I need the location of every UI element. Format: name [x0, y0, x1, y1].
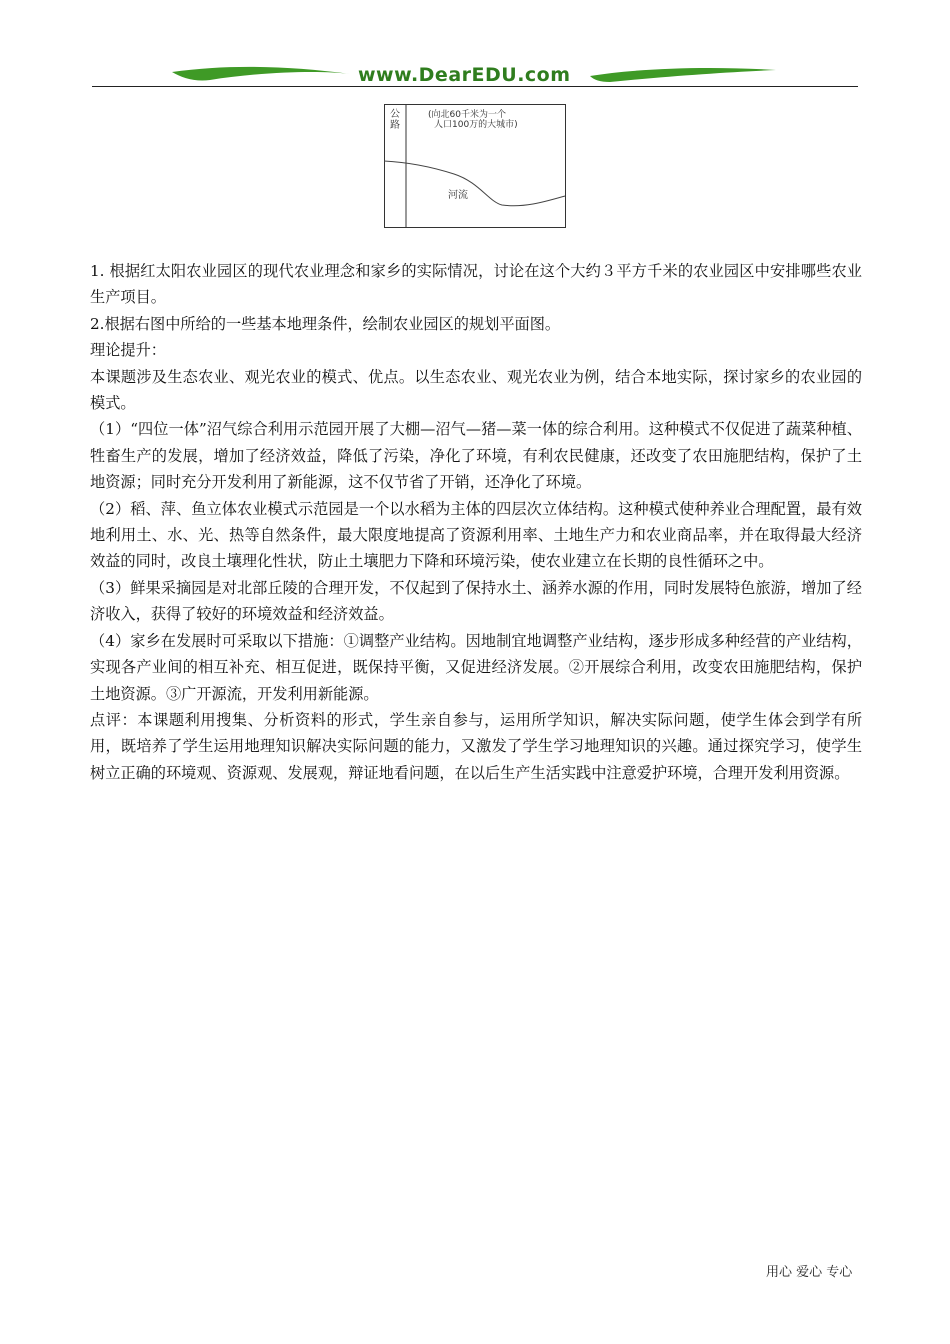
document-body [90, 258, 862, 786]
section-heading-theory: 理论提升： [90, 341, 166, 360]
paragraph-point-3: （3）鲜果采摘园是对北部丘陵的合理开发，不仅起到了保持水土、涵养水源的作用，同时发展特色旅游，增加了经济收入，获得了较好的环境效益和经济效益。 [90, 578, 862, 624]
right-swoosh [590, 68, 776, 82]
river-line [384, 161, 565, 206]
left-swoosh [172, 67, 350, 81]
header-rule [92, 86, 858, 87]
city-note-line2: 人口100万的大城市) [434, 120, 518, 130]
river-label: 河流 [448, 190, 468, 201]
site-name[interactable]: www.DearEDU.com [358, 64, 571, 86]
footer-motto: 用心 爱心 专心 [766, 1265, 853, 1280]
land-sketch-map [384, 104, 566, 228]
city-note-line1: (向北60千米为一个 [428, 110, 506, 120]
page-header [0, 0, 950, 100]
paragraph-point-4: （4）家乡在发展时可采取以下措施：①调整产业结构。因地制宜地调整产业结构，逐步形成多种经营的产业结构，实现各产业间的相互补充、相互促进，既保持平衡，又促进经济发展。②开展综合利用，改变农田施肥结构，保护土地资源。③广开源流，开发利用新能源。 [90, 631, 862, 703]
paragraph-point-2: （2）稻、萍、鱼立体农业模式示范园是一个以水稻为主体的四层次立体结构。这种模式使种养业合理配置，最有效地利用土、水、光、热等自然条件，最大限度地提高了资源利用率、土地生产力和农业商品率，并在取得最大经济效益的同时，改良土壤理化性状，防止土壤肥力下降和环境污染，使农业建立在长期的良性循环之中。 [90, 499, 862, 571]
road-label-char-2: 路 [390, 120, 400, 131]
road-label-char-1: 公 [390, 109, 400, 120]
paragraph-point-1: （1）“四位一体”沼气综合利用示范园开展了大棚—沼气—猪—菜一体的综合利用。这种模式不仅促进了蔬菜种植、牲畜生产的发展，增加了经济效益，降低了污染，净化了环境，有利农民健康，还改变了农田施肥结构，保护了土地资源；同时充分开发利用了新能源，这不仅节省了开销，还净化了环境。 [90, 420, 862, 492]
paragraph-question-1: 1. 根据红太阳农业园区的现代农业理念和家乡的实际情况，讨论在这个大约３平方千米的农业园区中安排哪些农业生产项目。 [90, 262, 862, 307]
paragraph-comment: 点评：本课题利用搜集、分析资料的形式，学生亲自参与，运用所学知识，解决实际问题，使学生体会到学有所用，既培养了学生运用地理知识解决实际问题的能力，又激发了学生学习地理知识的兴趣。通过探究学习，使学生树立正确的环境观、资源观、发展观，辩证地看问题，在以后生产生活实践中注意爱护环境，合理开发利用资源。 [90, 710, 862, 782]
paragraph-intro: 本课题涉及生态农业、观光农业的模式、优点。以生态农业、观光农业为例，结合本地实际，探讨家乡的农业园的模式。 [90, 367, 862, 413]
paragraph-question-2: 2.根据右图中所给的一些基本地理条件，绘制农业园区的规划平面图。 [90, 314, 561, 333]
